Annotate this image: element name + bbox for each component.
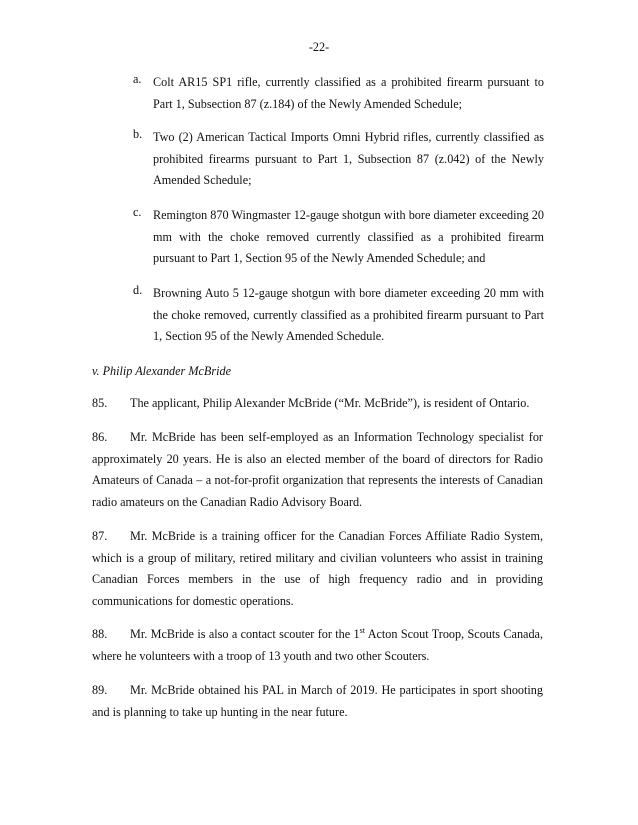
paragraph-text-end: Acton Scout Troop, Scouts Canada, where he volunteers with a troop of 13 youth and two other Scouters. bbox=[92, 627, 543, 663]
page-number: -22- bbox=[308, 40, 330, 54]
paragraph-number: 85. bbox=[92, 396, 108, 410]
list-item-text: Browning Auto 5 12-gauge shotgun with bore diameter exceeding 20 mm with the choke removed, currently classified as a prohibited firearm pursuant to Part 1, Section 95 of the Newly Amended Schedule. bbox=[153, 286, 544, 343]
paragraph-number: 86. bbox=[92, 430, 108, 444]
paragraph-text: The applicant, Philip Alexander McBride (“Mr. McBride”), is resident of Ontario. bbox=[130, 396, 530, 410]
ordinal-superscript: st bbox=[359, 625, 365, 635]
list-item-text: Two (2) American Tactical Imports Omni Hybrid rifles, currently classified as prohibited firearms pursuant to Part 1, Subsection 87 (z.042) of the Newly Amended Schedule; bbox=[153, 130, 544, 187]
list-item-text: Colt AR15 SP1 rifle, currently classified as a prohibited firearm pursuant to Part 1, Subsection 87 (z.184) of the Newly Amended Schedule; bbox=[153, 75, 544, 111]
paragraph-number: 89. bbox=[92, 683, 108, 697]
paragraph-number: 88. bbox=[92, 627, 108, 641]
paragraph-number: 87. bbox=[92, 529, 108, 543]
paragraph-86 bbox=[92, 427, 543, 513]
paragraph-89 bbox=[92, 680, 543, 723]
paragraph-text-start: Mr. McBride is also a contact scouter for the 1 bbox=[130, 627, 360, 641]
list-item-marker: d. bbox=[133, 283, 143, 297]
list-item-text: Remington 870 Wingmaster 12-gauge shotgun with bore diameter exceeding 20 mm with the choke removed currently classified as a prohibited firearm pursuant to Part 1, Section 95 of the Newly Amended Schedule; and bbox=[153, 208, 544, 265]
paragraph-text: Mr. McBride has been self-employed as an Information Technology specialist for approximately 20 years. He is also an elected member of the board of directors for Radio Amateurs of Canada – a not-for-profit organization that represents the interests of Canadian radio amateurs on the Canadian Radio Advisory Board. bbox=[92, 430, 543, 509]
paragraph-87 bbox=[92, 526, 543, 612]
list-item-marker: c. bbox=[133, 205, 142, 219]
list-item-marker: a. bbox=[133, 72, 142, 86]
paragraph-88 bbox=[92, 624, 543, 667]
paragraph-text: Mr. McBride obtained his PAL in March of 2019. He participates in sport shooting and is planning to take up hunting in the near future. bbox=[92, 683, 543, 719]
list-item-marker: b. bbox=[133, 127, 143, 141]
section-heading: v. Philip Alexander McBride bbox=[92, 364, 231, 378]
paragraph-85 bbox=[92, 393, 543, 415]
paragraph-text: Mr. McBride is a training officer for the Canadian Forces Affiliate Radio System, which is a group of military, retired military and civilian volunteers who assist in training Canadian Forces members in the use of high frequency radio and in providing communications for domestic operations. bbox=[92, 529, 543, 608]
